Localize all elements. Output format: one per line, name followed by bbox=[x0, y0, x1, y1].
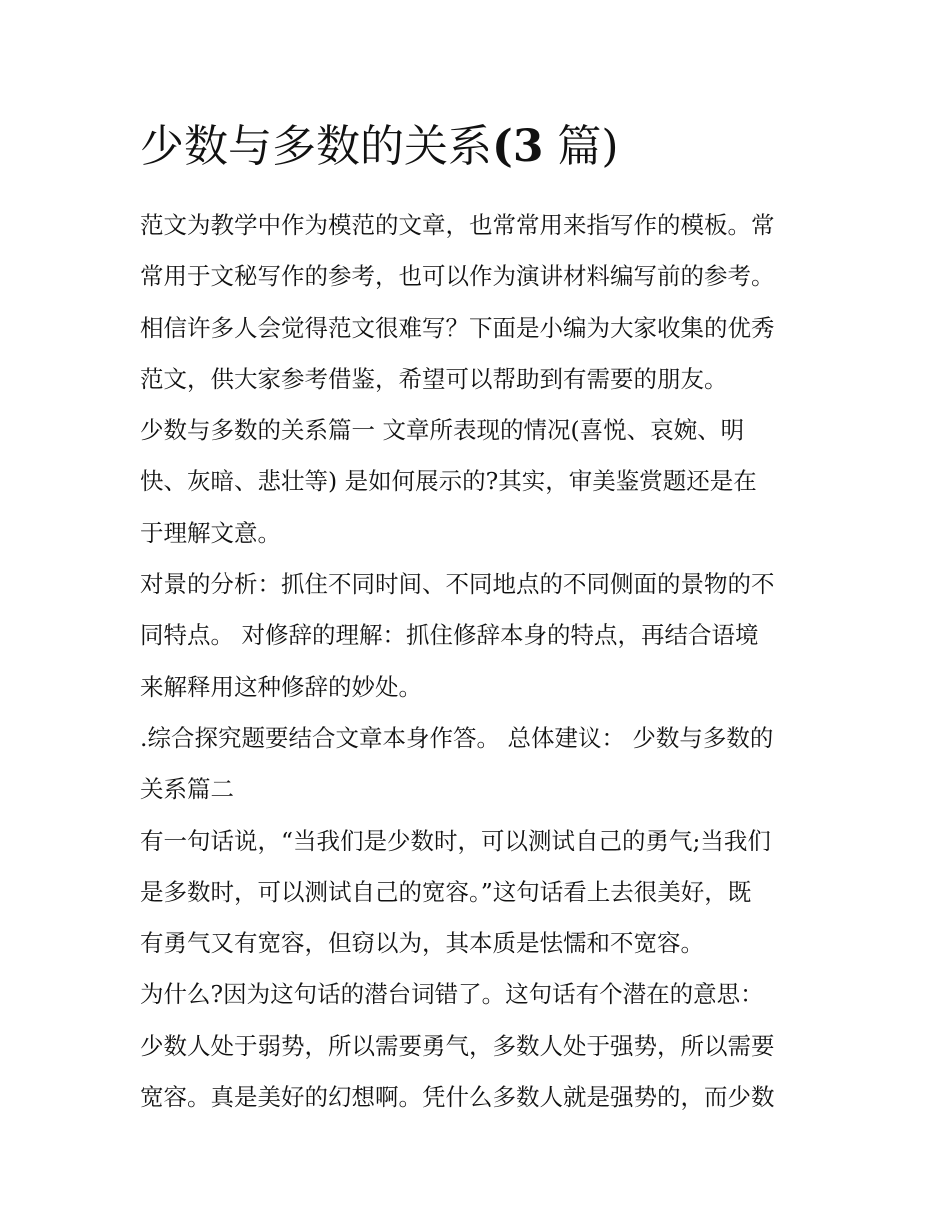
text-line: .综合探究题要结合文章本身作答。 总体建议： 少数与多数的 bbox=[140, 723, 774, 752]
text-line: 为什么?因为这句话的潜台词错了。这句话有个潜在的意思： bbox=[140, 980, 764, 1009]
title-suffix: 篇) bbox=[543, 121, 619, 172]
text-line: 宽容。真是美好的幻想啊。凭什么多数人就是强势的，而少数 bbox=[140, 1083, 775, 1112]
document-body bbox=[140, 200, 815, 1123]
text-line: 是多数时，可以测试自己的宽容。”这句话看上去很美好，既 bbox=[140, 877, 752, 906]
text-line: 常用于文秘写作的参考，也可以作为演讲材料编写前的参考。 bbox=[140, 262, 775, 291]
text-line: 同特点。 对修辞的理解：抓住修辞本身的特点，再结合语境 bbox=[140, 621, 759, 650]
text-line: 有勇气又有宽容，但窃以为，其本质是怯懦和不宽容。 bbox=[140, 929, 704, 958]
title-text: 少数与多数的关系 bbox=[140, 121, 492, 172]
text-line: 来解释用这种修辞的妙处。 bbox=[140, 672, 422, 701]
text-line: 关系篇二 bbox=[140, 775, 234, 804]
text-line: 范文为教学中作为模范的文章，也常常用来指写作的模板。常 bbox=[140, 211, 775, 239]
text-line: 于理解文意。 bbox=[140, 518, 281, 547]
text-line: 有一句话说，“当我们是少数时，可以测试自己的勇气;当我们 bbox=[140, 826, 771, 855]
document-content bbox=[140, 112, 815, 1123]
text-line: 少数人处于弱势，所以需要勇气，多数人处于强势，所以需要 bbox=[140, 1031, 775, 1060]
text-line: 对景的分析：抓住不同时间、不同地点的不同侧面的景物的不 bbox=[140, 570, 775, 599]
title-count: (3 bbox=[492, 121, 544, 172]
text-line: 范文，供大家参考借鉴，希望可以帮助到有需要的朋友。 bbox=[140, 364, 728, 393]
document-title bbox=[140, 112, 815, 182]
text-line: 少数与多数的关系篇一 文章所表现的情况(喜悦、哀婉、明 bbox=[140, 416, 745, 445]
text-line: 相信许多人会觉得范文很难写？下面是小编为大家收集的优秀 bbox=[140, 313, 775, 342]
text-line: 快、灰暗、悲壮等) 是如何展示的?其实，审美鉴赏题还是在 bbox=[140, 467, 757, 496]
